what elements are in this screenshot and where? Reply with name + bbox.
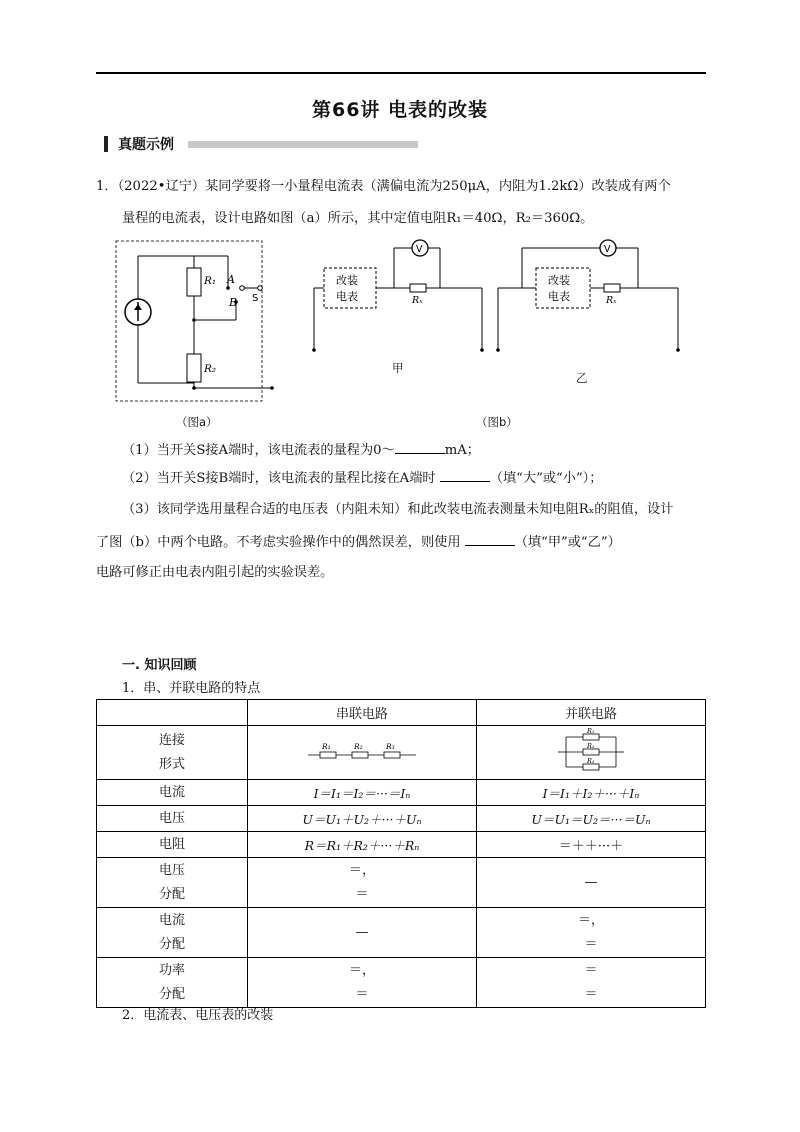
series-current-formula: I＝I₁＝I₂＝···＝Iₙ — [248, 780, 477, 806]
series-r1: R₁ — [322, 741, 331, 751]
parallel-r3: R₃ — [587, 756, 595, 765]
review-item-2: 2．电流表、电压表的改装 — [122, 1008, 274, 1023]
table-header-cell: 并联电路 — [477, 700, 706, 726]
r2-label: R₂ — [204, 363, 217, 375]
rx-label: Rₓ — [606, 295, 617, 306]
question-line-2: 量程的电流表，设计电路如图（a）所示，其中定值电阻R₁＝40Ω，R₂＝360Ω。 — [122, 211, 594, 226]
row-label-line: 形式 — [158, 756, 185, 772]
parallel-power-distribution — [477, 958, 706, 1008]
table-header-cell — [97, 700, 248, 726]
subquestion-3-text: 了图（b）中两个电路。不考虑实验操作中的偶然误差，则使用 — [96, 535, 465, 550]
table-header-row — [97, 700, 706, 726]
subquestion-1 — [122, 440, 480, 461]
parallel-r2: R₂ — [587, 741, 595, 750]
section-bar — [104, 136, 108, 152]
subquestion-2-text: （2）当开关S接B端时，该电流表的量程比接在A端时 — [122, 471, 440, 486]
series-r2: R₂ — [354, 741, 363, 751]
figure-b-yi-circuit — [488, 236, 684, 360]
parallel-resistor-diagram — [556, 728, 626, 774]
row-label-line: 功率 — [158, 962, 185, 978]
row-label — [97, 958, 248, 1008]
question-line-1: 1．（2022•辽宁）某同学要将一小量程电流表（满偏电流为250μA，内阻为1.2kΩ）改装成有两个 — [96, 179, 671, 194]
figure-a-caption: （图a） — [176, 415, 218, 429]
row-label — [97, 908, 248, 958]
series-voltage-distribution — [248, 858, 477, 908]
row-label — [97, 858, 248, 908]
meter-box-line2: 电表 — [548, 290, 570, 303]
answer-blank-3 — [465, 532, 515, 546]
row-label-line: 电流 — [158, 912, 185, 928]
table-row — [97, 832, 706, 858]
yi-label: 乙 — [576, 371, 588, 385]
series-diagram-cell — [248, 726, 477, 780]
parallel-diagram-cell — [477, 726, 706, 780]
series-resistor-diagram — [306, 740, 418, 762]
formula-line: ＝ — [355, 886, 369, 902]
answer-blank-2 — [440, 468, 490, 482]
formula-line: ＝ — [584, 962, 598, 978]
r1-label: R₁ — [204, 275, 217, 287]
section-label: 真题示例 — [118, 137, 174, 153]
switch-label: S — [252, 293, 259, 304]
a-terminal-label: A — [227, 273, 235, 286]
subquestion-2-hint: （填“大”或“小”）； — [489, 471, 603, 486]
table-row — [97, 726, 706, 780]
figure-b-caption: （图b） — [476, 415, 518, 429]
table-row — [97, 806, 706, 832]
series-r3: R₃ — [386, 741, 395, 751]
parallel-resistance-formula: ＝＋＋···＋ — [477, 832, 706, 858]
meter-box-line1: 改装 — [336, 274, 358, 287]
subquestion-3-hint: （填“甲”或“乙”） — [514, 535, 621, 550]
section-header — [104, 134, 418, 154]
review-item-1: 1．串、并联电路的特点 — [122, 681, 261, 696]
figure-a-circuit — [112, 238, 282, 408]
rx-label: Rₓ — [412, 295, 423, 306]
parallel-r1: R₁ — [587, 727, 595, 735]
row-label — [97, 726, 248, 780]
row-label-line: 连接 — [158, 732, 185, 748]
row-label-line: 分配 — [158, 886, 185, 902]
row-label-line: 分配 — [158, 986, 185, 1002]
subquestion-2 — [122, 468, 602, 489]
table-row — [97, 908, 706, 958]
row-label-line: 分配 — [158, 936, 185, 952]
series-power-distribution — [248, 958, 477, 1008]
figure-b-jia-circuit — [306, 236, 494, 360]
page-title: 第66讲 电表的改装 — [311, 99, 489, 121]
parallel-current-distribution — [477, 908, 706, 958]
parallel-voltage-formula: U＝U₁＝U₂＝···＝Uₙ — [477, 806, 706, 832]
formula-line: ＝ — [355, 986, 369, 1002]
formula-line: ＝， — [577, 912, 604, 928]
meter-box-line1: 改装 — [548, 274, 570, 287]
table-header-cell: 串联电路 — [248, 700, 477, 726]
answer-blank-1 — [395, 440, 445, 454]
b-terminal-label: B — [229, 296, 238, 309]
row-label: 电压 — [97, 806, 248, 832]
jia-label: 甲 — [392, 361, 404, 375]
parallel-current-formula: I＝I₁＋I₂＋···＋Iₙ — [477, 780, 706, 806]
section-rule — [188, 141, 418, 148]
series-voltage-formula: U＝U₁＋U₂＋···＋Uₙ — [248, 806, 477, 832]
parallel-voltage-distribution: — — [477, 858, 706, 908]
table-row — [97, 858, 706, 908]
subquestion-3-line-3: 电路可修正由电表内阻引起的实验误差。 — [96, 565, 334, 580]
row-label: 电流 — [97, 780, 248, 806]
meter-box-line2: 电表 — [336, 290, 358, 303]
header-rule — [96, 72, 706, 74]
voltmeter-label: V — [416, 244, 423, 255]
formula-line: ＝， — [348, 962, 375, 978]
series-resistance-formula: R＝R₁＋R₂＋···＋Rₙ — [248, 832, 477, 858]
formula-line: ＝ — [584, 986, 598, 1002]
formula-line: ＝， — [348, 862, 375, 878]
table-row — [97, 958, 706, 1008]
subquestion-3-line-1: （3）该同学选用量程合适的电压表（内阻未知）和此改装电流表测量未知电阻Rₓ的阻值，设计 — [122, 502, 674, 517]
formula-line: ＝ — [584, 936, 598, 952]
review-heading: 一. 知识回顾 — [122, 658, 197, 673]
row-label-line: 电压 — [158, 862, 185, 878]
subquestion-1-unit: mA； — [444, 443, 480, 458]
circuit-comparison-table — [96, 699, 706, 1008]
subquestion-3-line-2 — [96, 532, 621, 553]
series-current-distribution: — — [248, 908, 477, 958]
subquestion-1-text: （1）当开关S接A端时，该电流表的量程为0～ — [122, 443, 395, 458]
table-row — [97, 780, 706, 806]
voltmeter-label: V — [604, 244, 611, 255]
row-label: 电阻 — [97, 832, 248, 858]
